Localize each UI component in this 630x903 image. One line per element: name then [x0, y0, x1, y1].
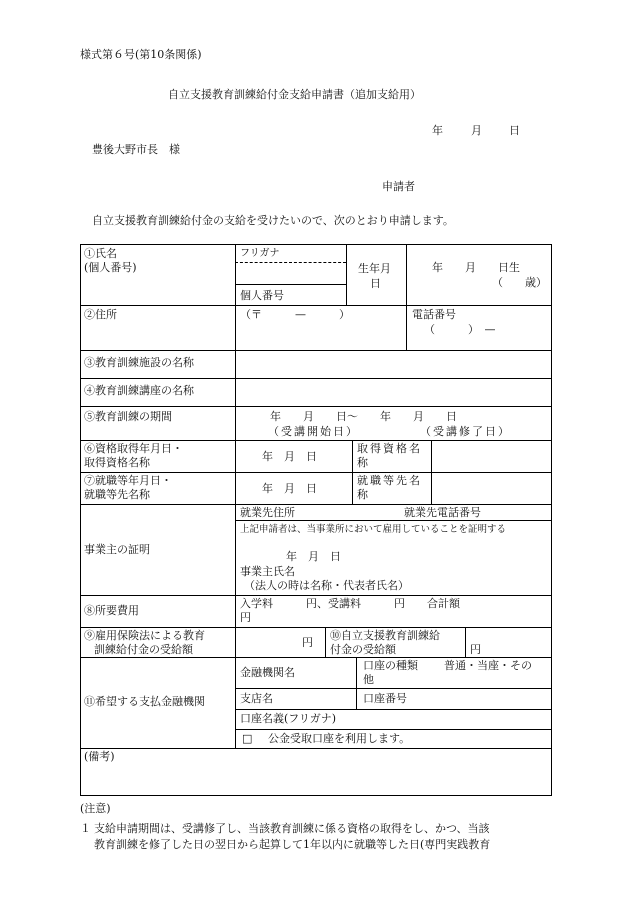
- employer-cert-text: 上記申請者は、当事業所において雇用していることを証明する: [240, 524, 507, 535]
- row-line: [80, 350, 552, 351]
- date-day-label: 日: [509, 124, 520, 137]
- period-end-label: （受講修了日）: [420, 425, 511, 438]
- employer-date[interactable]: 年 月 日: [286, 550, 341, 563]
- employment-label: ⑦就職等年月日・: [84, 474, 172, 487]
- qualification-name-label-2: 称: [357, 456, 368, 469]
- birth-label: 生年月: [358, 262, 391, 275]
- period-label: ⑤教育訓練の期間: [84, 410, 172, 423]
- furigana-dashed-line: [235, 262, 346, 263]
- row-line: [80, 657, 552, 658]
- cost-line-1[interactable]: 入学料 円、受講料 円 合計額: [240, 597, 460, 610]
- notes-item-line-1: 支給申請期間は、受講修了し、当該教育訓練に係る資格の取得をし、かつ、当該: [94, 822, 490, 835]
- insurance-label-2: 訓練給付金の受給額: [94, 643, 193, 656]
- cell-line: [235, 688, 552, 689]
- account-number-label: 口座番号: [363, 692, 407, 705]
- row-line: [80, 627, 552, 628]
- cell-line: [235, 520, 552, 521]
- account-type-label: 口座の種類: [363, 659, 418, 672]
- row-line: [80, 748, 552, 749]
- form-number: 様式第６号(第10条関係): [80, 48, 202, 61]
- address-label: ②住所: [84, 308, 117, 321]
- employment-name-label: 就職等先名: [357, 474, 422, 487]
- jiritsu-yen[interactable]: 円: [470, 643, 481, 656]
- cost-label: ⑧所要費用: [84, 604, 139, 617]
- application-form-table: [80, 244, 552, 796]
- employer-phone-label: 就業先電話番号: [404, 506, 481, 519]
- employment-label-2: 就職等先名称: [84, 488, 150, 501]
- id-label: (個人番号): [84, 261, 137, 274]
- row-line: [80, 378, 552, 379]
- employer-address-label: 就業先住所: [240, 506, 295, 519]
- col-line: [431, 440, 432, 504]
- insurance-yen[interactable]: 円: [302, 636, 313, 649]
- col-line: [235, 244, 236, 748]
- col-line: [346, 244, 347, 305]
- birth-label-2: 日: [370, 277, 381, 290]
- col-line: [356, 657, 357, 709]
- row-line: [80, 406, 552, 407]
- qualification-label: ⑥資格取得年月日・: [84, 442, 183, 455]
- name-label: ①氏名: [84, 247, 117, 260]
- public-account-label: 公金受取口座を利用します。: [268, 732, 411, 745]
- age-value[interactable]: （ 歳）: [492, 276, 547, 289]
- bank-name-label: 金融機関名: [240, 666, 295, 679]
- birth-date-value[interactable]: 年 月 日生: [432, 261, 520, 274]
- phone-field[interactable]: （ ） —: [424, 323, 496, 336]
- col-line: [406, 244, 407, 305]
- furigana-label: フリガナ: [240, 248, 280, 259]
- qualification-date[interactable]: 年 月 日: [262, 450, 317, 463]
- qualification-name-label: 取得資格名: [357, 442, 422, 455]
- notes-item-number: １: [80, 822, 91, 835]
- jiritsu-label: ⑩自立支援教育訓練給: [330, 629, 440, 642]
- applicant-label: 申請者: [382, 180, 415, 193]
- notes-heading: (注意): [80, 802, 111, 815]
- cell-line: [235, 709, 552, 710]
- account-type-options-2: 他: [363, 673, 374, 686]
- date-month-label: 月: [471, 124, 482, 137]
- addressee: 豊後大野市長 様: [92, 143, 180, 156]
- intro-text: 自立支援教育訓練給付金の支給を受けたいので、次のとおり申請します。: [92, 214, 454, 227]
- col-line: [406, 305, 407, 350]
- row-line: [80, 305, 552, 306]
- row-line: [80, 504, 552, 505]
- row-line: [80, 595, 552, 596]
- account-type-options[interactable]: 普通・当座・その: [444, 659, 532, 672]
- row-line: [80, 440, 552, 441]
- employment-date[interactable]: 年 月 日: [262, 482, 317, 495]
- employer-corp-note: （法人の時は名称・代表者氏名）: [244, 579, 409, 592]
- kojin-bango-label: 個人番号: [240, 289, 284, 302]
- col-line: [465, 627, 466, 657]
- cost-line-2: 円: [240, 611, 251, 624]
- form-title: 自立支援教育訓練給付金支給申請書（追加支給用）: [168, 88, 421, 101]
- insurance-label: ⑨雇用保険法による教育: [84, 629, 205, 642]
- phone-label: 電話番号: [412, 308, 456, 321]
- row-line: [80, 472, 552, 473]
- employer-cert-label: 事業主の証明: [84, 543, 150, 556]
- account-holder-label: 口座名義(フリガナ): [240, 712, 337, 725]
- period-start-label: （受講開始日）: [268, 425, 359, 438]
- date-year-label: 年: [432, 124, 443, 137]
- col-line: [352, 440, 353, 504]
- postal-code-field[interactable]: （〒 — ）: [240, 308, 350, 321]
- facility-label: ③教育訓練施設の名称: [84, 356, 194, 369]
- cell-line: [235, 284, 346, 285]
- employment-name-label-2: 称: [357, 488, 368, 501]
- qualification-label-2: 取得資格名称: [84, 456, 150, 469]
- employer-name-label: 事業主氏名: [240, 565, 295, 578]
- cell-line: [235, 729, 552, 730]
- col-line: [325, 627, 326, 657]
- period-dates[interactable]: 年 月 日～ 年 月 日: [270, 410, 457, 423]
- bank-section-label: ⑪希望する支払金融機関: [84, 695, 205, 708]
- course-label: ④教育訓練講座の名称: [84, 384, 194, 397]
- jiritsu-label-2: 付金の受給額: [330, 643, 396, 656]
- remarks-label: (備考): [84, 750, 115, 763]
- notes-item-line-2: 教育訓練を修了した日の翌日から起算して1年以内に就職等した日(専門実践教育: [94, 838, 491, 851]
- public-account-checkbox[interactable]: □: [242, 732, 253, 745]
- branch-name-label: 支店名: [240, 692, 273, 705]
